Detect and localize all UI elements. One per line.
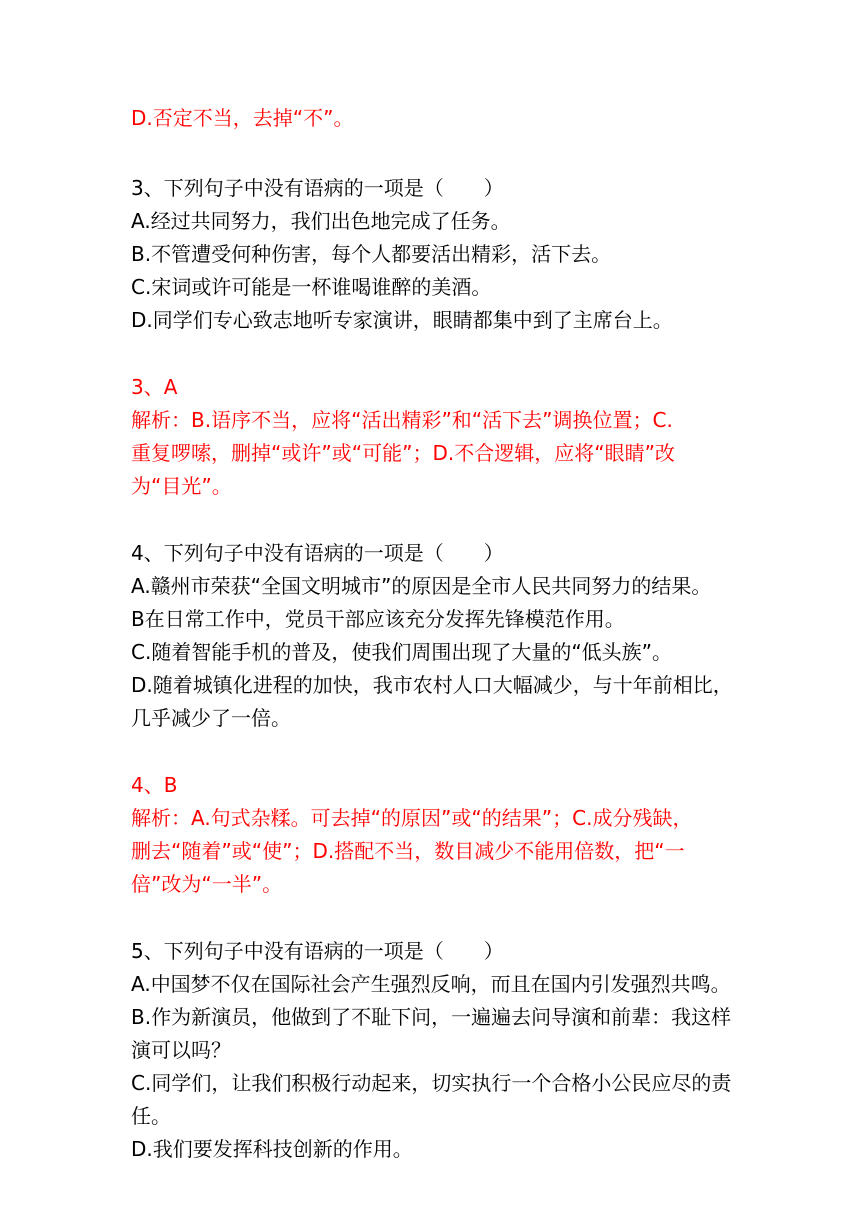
question-5-option-line: D.我们要发挥科技创新的作用。 bbox=[131, 1137, 413, 1161]
question-5-option-line: C.同学们，让我们积极行动起来，切实执行一个合格小公民应尽的责 bbox=[131, 1071, 732, 1095]
question-4-option-line: 几乎减少了一倍。 bbox=[131, 706, 291, 730]
answer-3-explanation-line: 为“目光”。 bbox=[131, 474, 232, 498]
document-page bbox=[131, 102, 731, 1166]
question-3-option-d: D.同学们专心致志地听专家演讲，眼睛都集中到了主席台上。 bbox=[131, 308, 673, 332]
question-4-option-line: B在日常工作中，党员干部应该充分发挥先锋模范作用。 bbox=[131, 607, 625, 631]
question-3-option-c: C.宋词或许可能是一杯谁喝谁醉的美酒。 bbox=[131, 275, 492, 299]
spacer bbox=[131, 337, 731, 371]
question-4-option-line: C.随着智能手机的普及，使我们周围出现了大量的“低头族”。 bbox=[131, 640, 673, 664]
answer-4-explanation-line: 解析：A.句式杂糅。可去掉“的原因”或“的结果”；C.成分残缺， bbox=[131, 806, 693, 830]
question-4 bbox=[131, 537, 731, 735]
question-5-stem: 5、下列句子中没有语病的一项是（ ） bbox=[131, 939, 504, 963]
question-3-stem: 3、下列句子中没有语病的一项是（ ） bbox=[131, 176, 504, 200]
answer-4-explanation-line: 倍”改为“一半”。 bbox=[131, 872, 283, 896]
question-4-option-line: D.随着城镇化进程的加快，我市农村人口大幅减少，与十年前相比， bbox=[131, 673, 733, 697]
question-5-option-line: A.中国梦不仅在国际社会产生强烈反响，而且在国内引发强烈共鸣。 bbox=[131, 972, 731, 996]
answer-4 bbox=[131, 769, 731, 901]
spacer bbox=[131, 503, 731, 537]
spacer bbox=[131, 135, 731, 172]
question-3-option-a: A.经过共同努力，我们出色地完成了任务。 bbox=[131, 209, 511, 233]
question-5-option-line: B.作为新演员，他做到了不耻下问，一遍遍去问导演和前辈：我这样 bbox=[131, 1005, 732, 1029]
spacer bbox=[131, 735, 731, 769]
answer-3 bbox=[131, 371, 731, 503]
answer-4-key: 4、B bbox=[131, 773, 178, 797]
question-5-option-line: 演可以吗？ bbox=[131, 1038, 231, 1062]
answer-3-key: 3、A bbox=[131, 375, 178, 399]
spacer bbox=[131, 901, 731, 935]
question-3 bbox=[131, 172, 731, 337]
answer-3-explanation-line: 解析：B.语序不当，应将“活出精彩”和“活下去”调换位置；C. bbox=[131, 408, 673, 432]
question-4-stem: 4、下列句子中没有语病的一项是（ ） bbox=[131, 541, 504, 565]
answer-4-explanation-line: 删去“随着”或“使”；D.搭配不当，数目减少不能用倍数，把“一 bbox=[131, 839, 685, 863]
previous-answer-line: D.否定不当，去掉“不”。 bbox=[131, 106, 354, 130]
question-3-option-b: B.不管遭受何种伤害，每个人都要活出精彩，活下去。 bbox=[131, 242, 612, 266]
question-4-option-line: A.赣州市荣获“全国文明城市”的原因是全市人民共同努力的结果。 bbox=[131, 574, 712, 598]
question-5 bbox=[131, 935, 731, 1166]
question-5-option-line: 任。 bbox=[131, 1104, 171, 1128]
answer-3-explanation-line: 重复啰嗦，删掉“或许”或“可能”；D.不合逻辑，应将“眼睛”改 bbox=[131, 441, 675, 465]
